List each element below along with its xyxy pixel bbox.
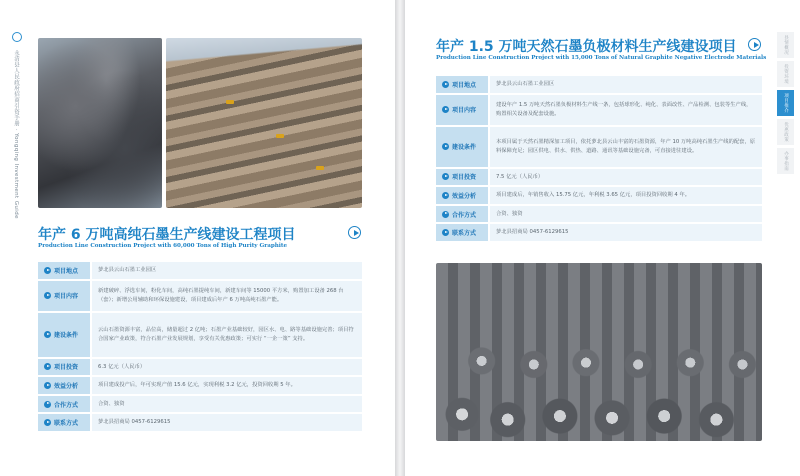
row-value: 合资、独资 (490, 206, 762, 223)
row-label: 项目投资 (54, 364, 79, 372)
project-title: 年产 6 万吨高纯石墨生产线建设工程项目 (38, 227, 296, 243)
arrow-icon (44, 419, 51, 426)
row-value: 萝北县招商局 0457-6129615 (490, 224, 762, 241)
project-title: 年产 1.5 万吨天然石墨负极材料生产线建设项目 (436, 39, 737, 55)
project-title-en: Production Line Construction Project with 15,000 Tons of Natural Graphite Negative Electrode Materials (436, 55, 767, 61)
arrow-icon (442, 81, 449, 88)
open-pit-mine-photo (166, 38, 362, 208)
row-label: 项目内容 (452, 107, 477, 115)
circle-icon (12, 32, 22, 42)
row-value: 建设年产 1.5 万吨天然石墨负极材料生产线一条，包括球形化、纯化、表面改性、产品检测、包装等生产线，购置相关设备及配套设施。 (490, 95, 762, 125)
truck-icon (316, 166, 324, 170)
row-value: 萝北县云山石墨工业园区 (92, 262, 362, 279)
info-row-content (38, 281, 362, 311)
info-row-contact (38, 414, 362, 431)
row-value: 萝北县云山石墨工业园区 (490, 76, 762, 93)
chapter-tabs (777, 32, 794, 177)
row-label: 合作方式 (452, 211, 477, 219)
row-value: 项目建成后，年销售收入 15.75 亿元，年利税 3.65 亿元，项目投资回收期 4 年。 (490, 187, 762, 204)
info-row-conditions (38, 313, 362, 357)
play-icon[interactable] (348, 226, 361, 239)
row-label: 项目地点 (452, 81, 477, 89)
arrow-icon (44, 401, 51, 408)
left-page (0, 0, 395, 476)
info-row-benefit (38, 377, 362, 394)
book-gutter (395, 0, 405, 476)
truck-icon (276, 134, 284, 138)
arrow-icon (44, 331, 51, 338)
arrow-icon (442, 173, 449, 180)
row-label: 联系方式 (452, 230, 477, 238)
arrow-icon (44, 267, 51, 274)
row-value: 6.3 亿元（人民币） (92, 359, 362, 376)
row-value: 合资、独资 (92, 396, 362, 413)
arrow-icon (44, 363, 51, 370)
row-value: 7.5 亿元（人民币） (490, 169, 762, 186)
info-row-investment (38, 359, 362, 376)
info-row-cooperation (436, 206, 762, 223)
graphite-electrodes-photo (436, 263, 762, 441)
arrow-icon (442, 192, 449, 199)
arrow-icon (442, 106, 449, 113)
truck-icon (226, 100, 234, 104)
project-title-en: Production Line Construction Project with 60,000 Tons of High Purity Graphite (38, 243, 288, 249)
row-label: 建设条件 (54, 332, 79, 340)
project-info-table (38, 262, 362, 433)
row-label: 效益分析 (452, 192, 477, 200)
tab-environment[interactable]: 投资环境 (777, 61, 794, 87)
info-row-location (436, 76, 762, 93)
info-row-content (436, 95, 762, 125)
info-row-conditions (436, 127, 762, 167)
arrow-icon (442, 143, 449, 150)
row-label: 合作方式 (54, 401, 79, 409)
row-value: 项目建成投产后，年可实现产值 15.6 亿元，实现利税 3.2 亿元，投资回收期 5 年。 (92, 377, 362, 394)
graphite-ore-photo (38, 38, 162, 208)
info-row-cooperation (38, 396, 362, 413)
row-label: 联系方式 (54, 420, 79, 428)
tab-overview[interactable]: 县情概况 (777, 32, 794, 58)
tab-guide[interactable]: 办事指南 (777, 148, 794, 174)
row-label: 项目投资 (452, 174, 477, 182)
vertical-header-text: 永清县人民政府招商引资手册 · Yongqing Investment Guide (13, 50, 19, 219)
row-label: 项目地点 (54, 267, 79, 275)
info-row-contact (436, 224, 762, 241)
tab-projects[interactable]: 项目推介 (777, 90, 794, 116)
arrow-icon (44, 382, 51, 389)
arrow-icon (442, 211, 449, 218)
row-value: 萝北县招商局 0457-6129615 (92, 414, 362, 431)
row-label: 建设条件 (452, 144, 477, 152)
row-label: 效益分析 (54, 382, 79, 390)
play-icon[interactable] (748, 38, 761, 51)
arrow-icon (442, 229, 449, 236)
arrow-icon (44, 292, 51, 299)
info-row-benefit (436, 187, 762, 204)
row-value: 云山石墨资源丰富，品位高，储量超过 2 亿吨；石墨产业基础较好，园区水、电、路等基础设施完善；项目符合国家产业政策，符合石墨产业发展规划，享受有关优惠政策；可实行 “一企一策” 支持。 (92, 313, 362, 357)
info-row-investment (436, 169, 762, 186)
row-label: 项目内容 (54, 293, 79, 301)
row-value: 本项目属于天然石墨精深加工项目，依托萝北县云山丰富的石墨资源，年产 10 万吨高纯石墨生产线的配套，原料保障充足；园区供电、供水、供热、道路、通讯等基础设施完备，可直接进驻建设。 (490, 127, 762, 167)
row-value: 新建破碎、浮选车间，粉化车间，高纯石墨提纯车间，新建车间等 15000 平方米，购置加工设备 268 台（套）；新增公用辅助和环保设施建设，项目建成后年产 6 万吨高纯石墨产能。 (92, 281, 362, 311)
project-info-table (436, 76, 762, 243)
info-row-location (38, 262, 362, 279)
vertical-header (10, 32, 24, 232)
tab-policies[interactable]: 优惠政策 (777, 119, 794, 145)
